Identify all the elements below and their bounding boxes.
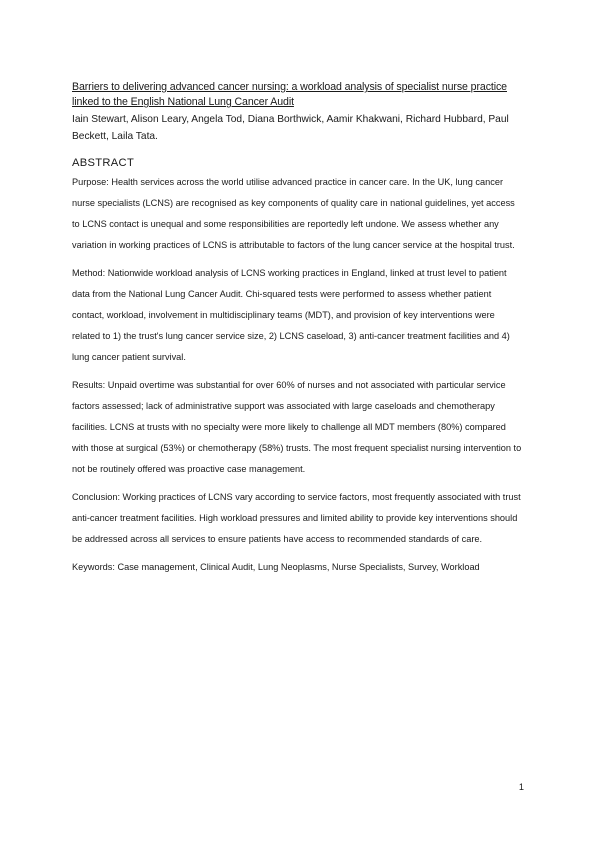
- keywords: Keywords: Case management, Clinical Audit, Lung Neoplasms, Nurse Specialists, Survey, Workload: [72, 562, 480, 572]
- abstract-heading: ABSTRACT: [72, 157, 135, 169]
- abstract-results: Results: Unpaid overtime was substantial for over 60% of nurses and not associated with particular service factors assessed; lack of administrative support was associated with large caseloads and chemotherapy facilities. LCNS at trusts with no specialty were more likely to challenge all MDT members (80%) compared with those at surgical (53%) or chemotherapy (58%) trusts. The most frequent specialist nursing intervention to not be routinely offered was proactive case management.: [72, 380, 522, 474]
- abstract-method: Method: Nationwide workload analysis of LCNS working practices in England, linked at trust level to patient data from the National Lung Cancer Audit. Chi-squared tests were performed to assess whether patient contact, workload, involvement in multidisciplinary teams (MDT), and provision of key interventions were related to 1) the trust's lung cancer service size, 2) LCNS caseload, 3) anti-cancer treatment facilities and 4) lung cancer patient survival.: [72, 268, 510, 362]
- author-list: Iain Stewart, Alison Leary, Angela Tod, Diana Borthwick, Aamir Khakwani, Richard Hubbard, Paul Beckett, Laila Tata.: [72, 114, 509, 142]
- page-content: [72, 80, 524, 578]
- paper-title: Barriers to delivering advanced cancer nursing: a workload analysis of specialist nurse practice linked to the English National Lung Cancer Audit: [72, 81, 507, 108]
- page-number: 1: [518, 782, 524, 792]
- abstract-conclusion: Conclusion: Working practices of LCNS vary according to service factors, most frequently associated with trust anti-cancer treatment facilities. High workload pressures and limited ability to provide key interventions should be addressed across all services to ensure patients have access to recommended standards of care.: [72, 492, 521, 544]
- abstract-purpose: Purpose: Health services across the world utilise advanced practice in cancer care. In the UK, lung cancer nurse specialists (LCNS) are recognised as key components of quality care in national guidelines, yet access to LCNS contact is unequal and some responsibilities are reportedly left undone. We assess whether any variation in working practices of LCNS is attributable to factors of the lung cancer service at the hospital trust.: [72, 177, 515, 250]
